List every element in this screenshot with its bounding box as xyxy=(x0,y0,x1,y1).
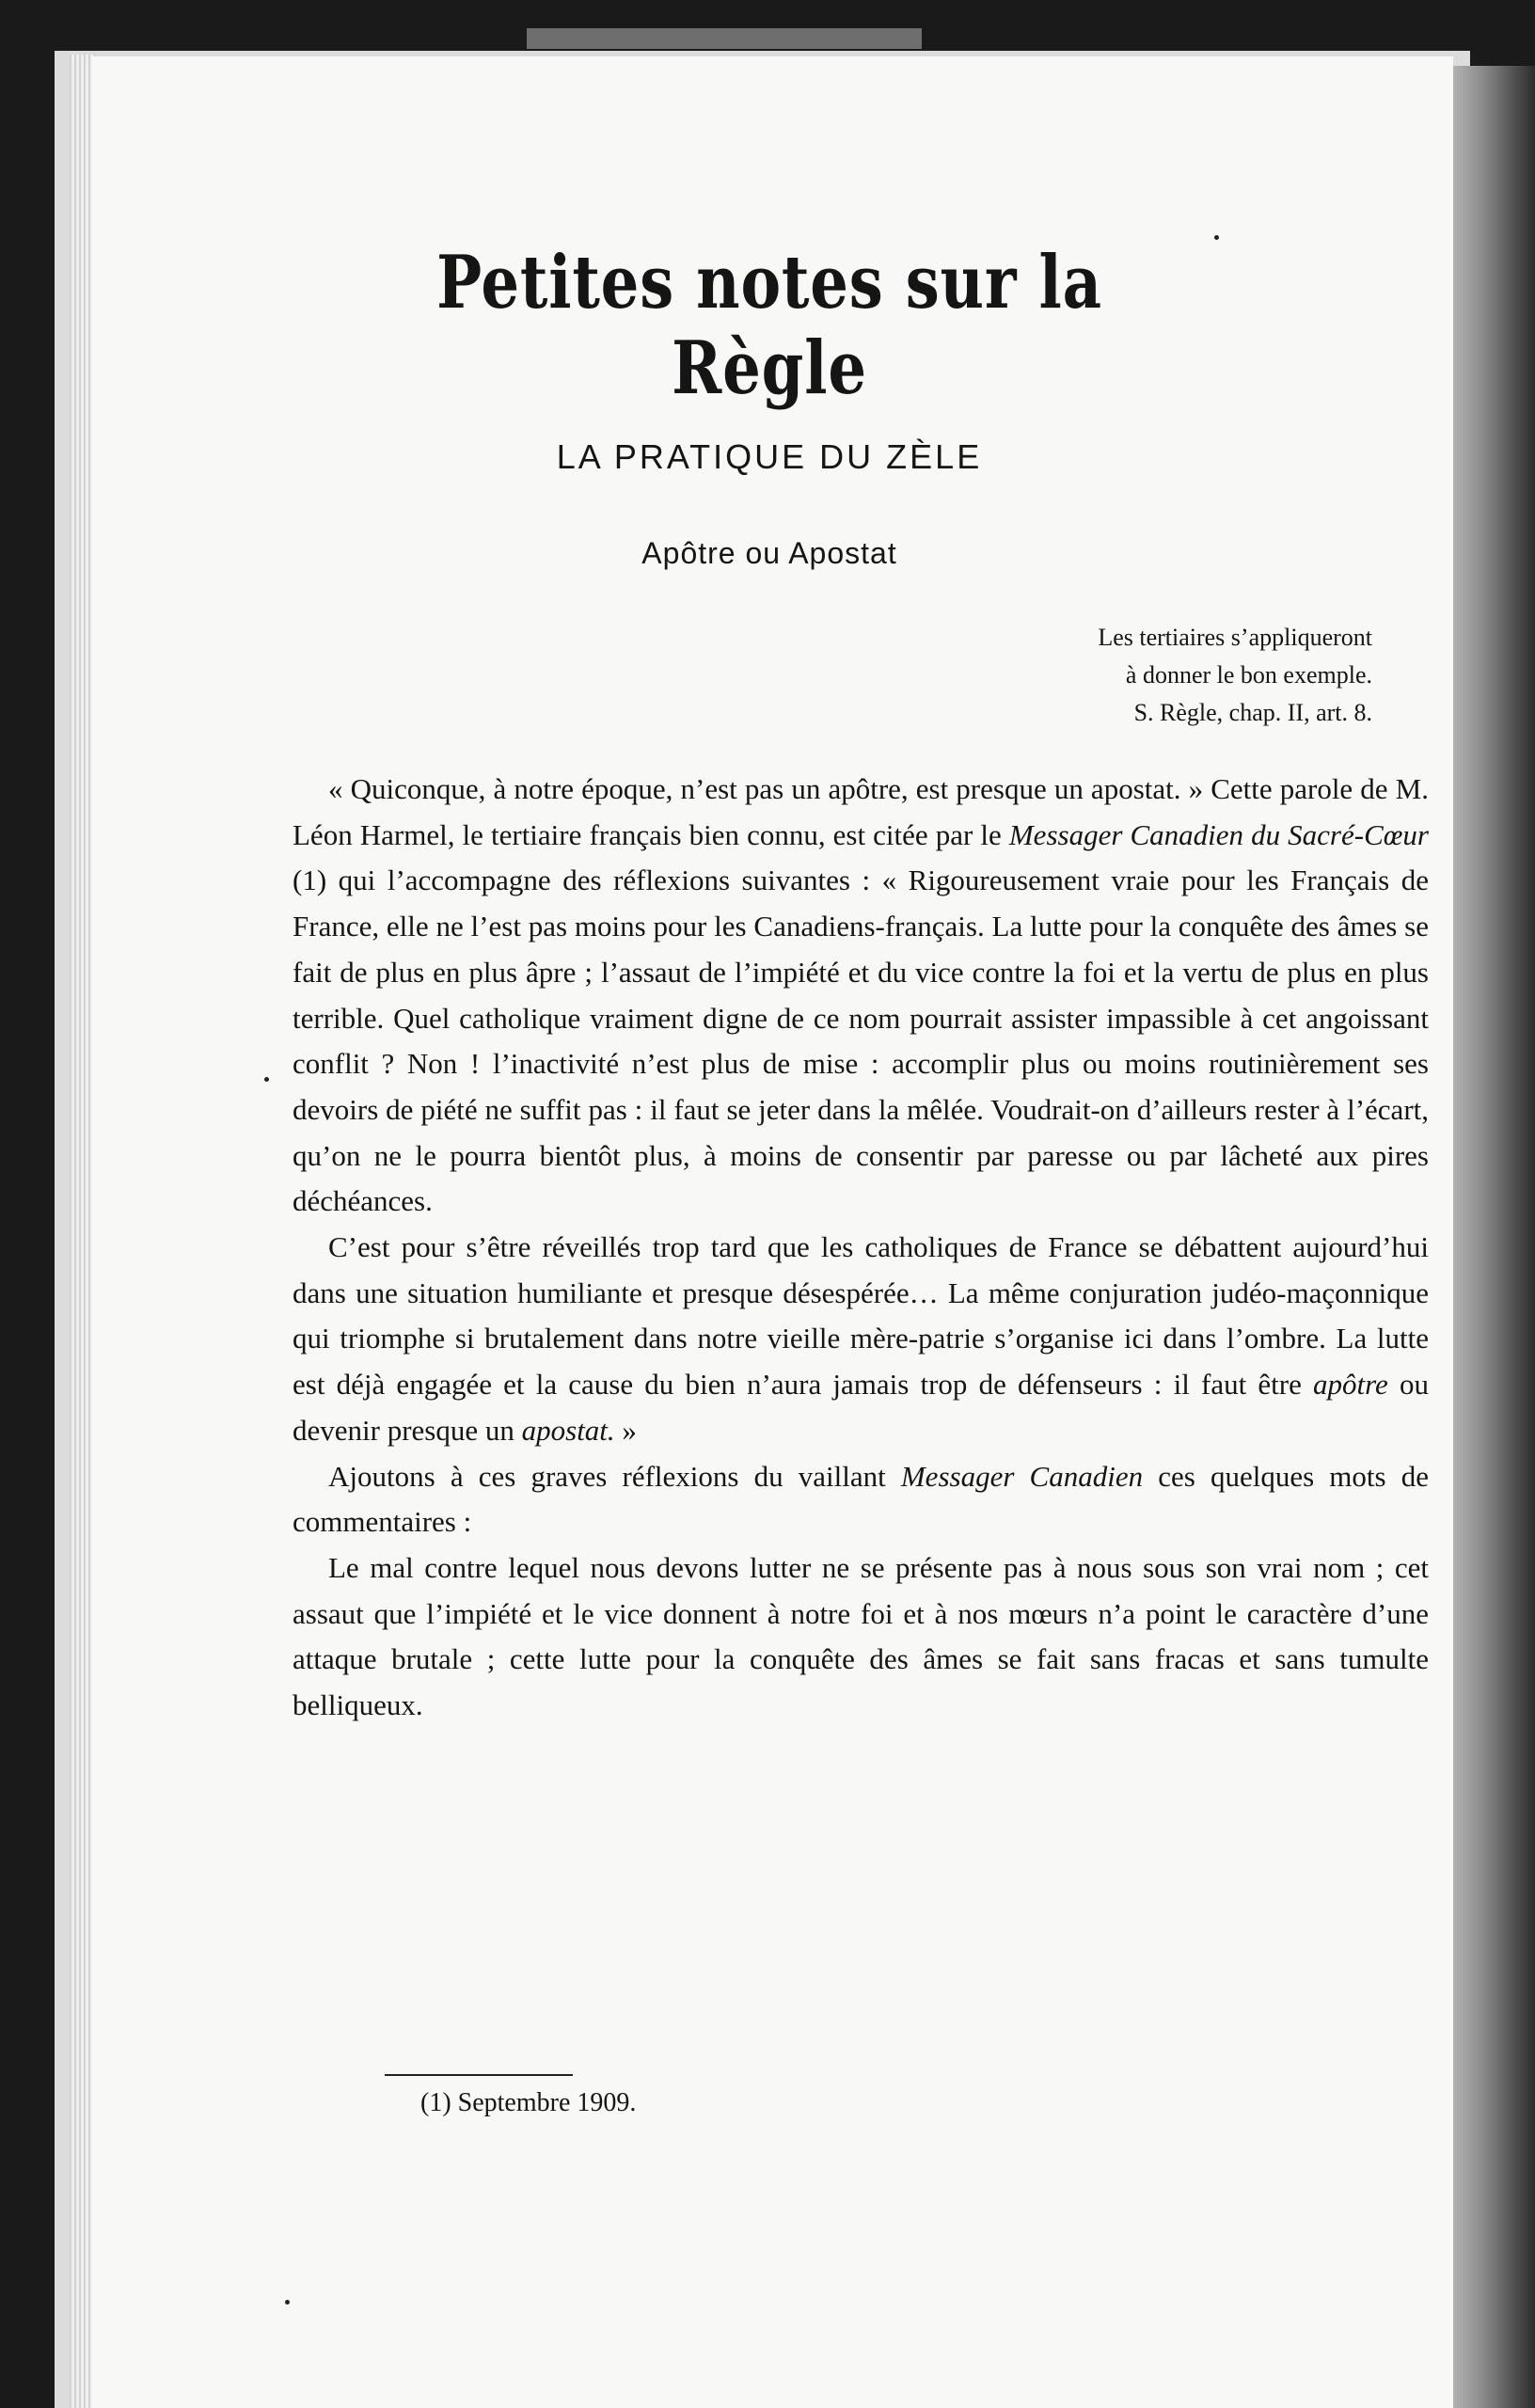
paragraph-text: « Quiconque, à notre époque, n’est pas un apôtre, est presque un apostat. » Cette parole de M. Léon Harmel, le tertiaire français bien connu, est citée par le xyxy=(293,772,1429,851)
paragraph-text: Ajoutons à ces graves réflexions du vaillant xyxy=(328,1459,901,1493)
epigraph xyxy=(846,619,1372,732)
page-gutter xyxy=(70,55,94,2408)
paragraph-text: » xyxy=(614,1413,637,1447)
italic-title: Messager Canadien xyxy=(900,1459,1144,1493)
paragraph xyxy=(293,1454,1429,1545)
speck xyxy=(285,2300,290,2305)
paragraph-text: Le mal contre lequel nous devons lutter ne se présente pas à nous sous son vrai nom ; cet assaut que l’impiété et le vice donnent à notre foi et à nos mœurs n’a point le caractère d’une attaque brutale ; cette lutte pour la conquête des âmes se fait sans fracas et sans tumulte belliqueux. xyxy=(293,1550,1429,1722)
paragraph-text: ces quelques mots de commentaires : xyxy=(293,1459,1429,1539)
speck xyxy=(1214,235,1219,240)
paragraph xyxy=(293,1545,1429,1729)
paragraph-text: ou devenir presque un xyxy=(293,1368,1429,1447)
footnote: (1) Septembre 1909. xyxy=(420,2088,637,2117)
subheading: Apôtre ou Apostat xyxy=(641,536,897,570)
epigraph-line: Les tertiaires s’appliqueront xyxy=(1098,624,1372,651)
paragraph-text: C’est pour s’être réveillés trop tard que les catholiques de France se débattent aujourd’hui dans une situation humiliante et presque désespérée… La même conjuration judéo-maçonnique qui triomphe si brutalement dans notre vieille mère-patrie s’organise ici dans l’ombre. La lutte est déjà engagée et la cause du bien n’aura jamais trop de défenseurs : il faut être xyxy=(293,1230,1429,1402)
book-page xyxy=(92,56,1453,2408)
paragraph xyxy=(293,767,1429,1225)
paragraph xyxy=(293,1225,1429,1454)
italic-title: Messager Canadien du Sacré-Cœur xyxy=(1008,817,1429,851)
body-text xyxy=(293,767,1429,1729)
italic-word: apôtre xyxy=(1313,1368,1388,1402)
page-right-edge-shadow xyxy=(1448,66,1535,2408)
speck xyxy=(264,1077,269,1082)
paragraph-text: (1) qui l’accompagne des réflexions suivantes : « Rigoureusement vraie pour les Français de France, elle ne l’est pas moins pour les Canadiens-français. La lutte pour la conquête des âmes se fait de plus en plus âpre ; l’assaut de l’impiété et du vice contre la foi et la vertu de plus en plus terrible. Quel catholique vraiment digne de ce nom pourrait assister impassible à cet angoissant conflit ? Non ! l’inactivité n’est plus de mise : accomplir plus ou moins routinièrement ses devoirs de piété ne suffit pas : il faut se jeter dans la mêlée. Voudrait-on d’ailleurs rester à l’écart, qu’on ne le pourra bientôt plus, à moins de consentir par paresse ou par lâcheté aux pires déchéances. xyxy=(293,863,1429,1218)
footnote-rule xyxy=(385,2074,573,2076)
epigraph-citation: S. Règle, chap. II, art. 8. xyxy=(1133,699,1372,726)
scan-edge-top xyxy=(527,28,922,49)
section-heading: LA PRATIQUE DU ZÈLE xyxy=(556,437,983,476)
page-title: Petites notes sur la Règle xyxy=(436,240,1102,411)
italic-word: apostat. xyxy=(521,1413,615,1447)
epigraph-line: à donner le bon exemple. xyxy=(1125,661,1372,689)
